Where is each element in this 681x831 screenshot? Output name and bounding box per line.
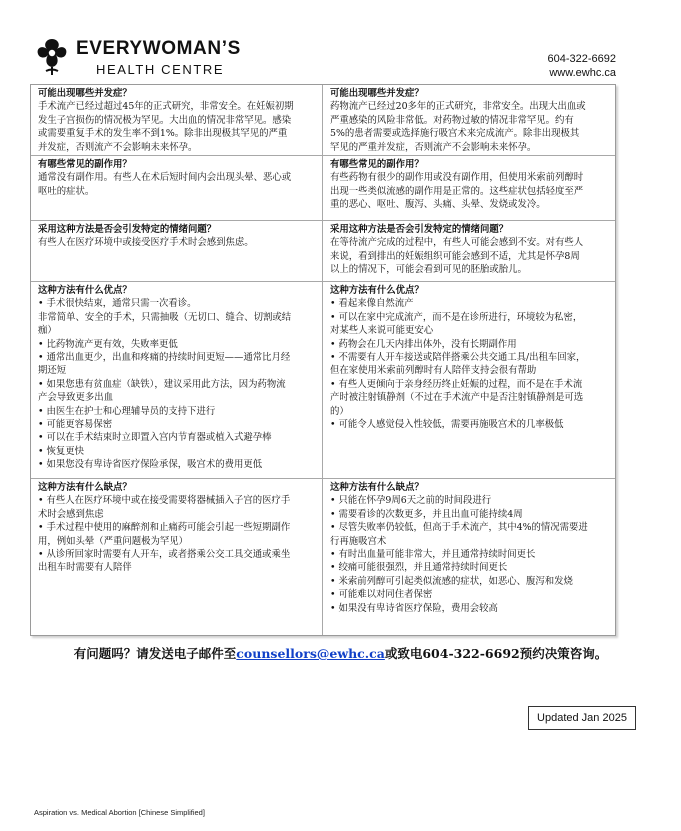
cell-title: 有哪些常见的副作用？ xyxy=(330,159,424,170)
cell-body xyxy=(38,494,317,574)
cell-title: 这种方法有什么优点？ xyxy=(330,285,424,296)
aspiration-disadvantages-cell xyxy=(31,479,323,635)
text-line: 在等待流产完成的过程中，有些人可能会感到不安。对有些人 xyxy=(330,237,584,249)
text-line: 重的恶心、呕吐、腹泻、头痛、头晕、发烧或发冷。 xyxy=(330,199,546,211)
text-line: 产会导致更多出血 xyxy=(38,392,114,404)
text-line: • 看起来像自然流产 xyxy=(330,298,414,310)
cell-title: 这种方法有什么优点？ xyxy=(38,285,132,296)
cell-title: 这种方法有什么缺点？ xyxy=(330,482,424,493)
cell-body xyxy=(330,236,610,276)
text-line: 严重感染的风险非常低。对药物过敏的情况非常罕见。约有 xyxy=(330,114,574,126)
text-line: 药物流产已经过20多年的正式研究，非常安全。出现大出血或 xyxy=(330,101,586,113)
ewhc-flower-logo-icon xyxy=(34,36,70,76)
text-line: 出现一些类似流感的副作用是正常的。这些症状包括轻度至严 xyxy=(330,185,584,197)
cell-body xyxy=(330,494,610,615)
medical-side-effects-cell xyxy=(323,156,615,221)
text-line: • 可能更容易保密 xyxy=(38,419,113,431)
medical-complications-cell xyxy=(323,85,615,156)
text-line: 行再施吸宫术 xyxy=(330,535,387,547)
text-line: • 从诊所回家时需要有人开车，或者搭乘公交工具交通或乘坐 xyxy=(38,549,291,561)
email-link[interactable]: counsellors@ewhc.ca xyxy=(236,646,385,661)
text-line: 期还短 xyxy=(38,365,67,377)
contact-text-before: 有问题吗？请发送电子邮件至 xyxy=(73,646,237,661)
text-line: 非常简单、安全的手术，只需抽吸（无切口、缝合、切割或结 xyxy=(38,311,292,323)
cell-body xyxy=(330,297,610,431)
text-line: • 有时出血量可能非常大，并且通常持续时间更长 xyxy=(330,549,536,561)
aspiration-complications-cell xyxy=(31,85,323,156)
text-line: • 药物会在几天内排出体外，没有长期副作用 xyxy=(330,338,517,350)
contact-line xyxy=(0,644,681,662)
text-line: 痂） xyxy=(38,325,57,337)
cell-body xyxy=(38,100,317,154)
medical-advantages-cell xyxy=(323,282,615,479)
text-line: • 如果没有卑诗省医疗保险，费用会较高 xyxy=(330,602,498,614)
cell-title: 可能出现哪些并发症？ xyxy=(330,88,424,99)
text-line: 用，例如头晕（严重问题极为罕见） xyxy=(38,535,189,547)
updated-date-box: Updated Jan 2025 xyxy=(528,706,636,730)
aspiration-side-effects-cell xyxy=(31,156,323,221)
text-line: 来说，看到排出的妊娠组织可能会感到不适，尤其是怀孕8周 xyxy=(330,250,580,262)
header-website[interactable]: www.ewhc.ca xyxy=(549,67,616,79)
text-line: 的） xyxy=(330,405,349,417)
cell-body xyxy=(330,100,610,154)
text-line: • 只能在怀孕9周6天之前的时间段进行 xyxy=(330,495,492,507)
text-line: 有些人在医疗环境中或接受医疗手术时会感到焦虑。 xyxy=(38,237,254,249)
text-line: 并发症，否则流产不会影响未来怀孕。 xyxy=(38,141,198,153)
medical-disadvantages-cell xyxy=(323,479,615,635)
text-line: • 有些人更倾向于亲身经历终止妊娠的过程，而不是在手术流 xyxy=(330,378,583,390)
cell-title: 有哪些常见的副作用？ xyxy=(38,159,132,170)
text-line: • 需要看诊的次数更多，并且出血可能持续4周 xyxy=(330,508,523,520)
text-line: • 通常出血更少，出血和疼痛的持续时间更短——通常比月经 xyxy=(38,352,291,364)
aspiration-advantages-cell xyxy=(31,282,323,479)
aspiration-emotional-cell xyxy=(31,221,323,282)
brand-name: EVERYWOMAN’S xyxy=(76,38,241,59)
text-line: • 手术过程中使用的麻醉剂和止痛药可能会引起一些短期副作 xyxy=(38,522,291,534)
text-line: • 比药物流产更有效，失败率更低 xyxy=(38,338,178,350)
text-line: 发生子宫损伤的情况极为罕见。大出血的情况非常罕见。感染 xyxy=(38,114,292,126)
text-line: 但在家使用米索前列醇时有人陪伴支持会很有帮助 xyxy=(330,365,537,377)
cell-title: 采用这种方法是否会引发特定的情绪问题？ xyxy=(38,224,217,235)
text-line: 或需要重复手术的发生率不到1%。除非出现极其罕见的严重 xyxy=(38,128,288,140)
cell-title: 采用这种方法是否会引发特定的情绪问题？ xyxy=(330,224,509,235)
text-line: 以上的情况下，可能会看到可见的胚胎或胎儿。 xyxy=(330,264,527,276)
cell-title: 这种方法有什么缺点？ xyxy=(38,482,132,493)
text-line: • 由医生在护士和心理辅导员的支持下进行 xyxy=(38,405,216,417)
text-line: 有些药物有很少的副作用或没有副作用，但使用米索前列醇时 xyxy=(330,172,584,184)
text-line: • 有些人在医疗环境中或在接受需要将器械插入子宫的医疗手 xyxy=(38,495,291,507)
text-line: • 可以在手术结束时立即置入宫内节育器或植入式避孕棒 xyxy=(38,432,272,444)
text-line: 对某些人来说可能更安心 xyxy=(330,325,434,337)
cell-body xyxy=(38,297,317,471)
text-line: 出租车时需要有人陪伴 xyxy=(38,562,132,574)
text-line: • 手术很快结束，通常只需一次看诊。 xyxy=(38,298,197,310)
text-line: • 可能难以对同住者保密 xyxy=(330,589,433,601)
text-line: 术时会感到焦虑 xyxy=(38,508,104,520)
cell-body xyxy=(38,236,317,249)
text-line: • 可能令人感觉侵入性较低，需要再施吸宫术的几率极低 xyxy=(330,419,564,431)
header-phone: 604-322-6692 xyxy=(547,53,616,65)
text-line: 产时被注射镇静剂（不过在手术流产中是否注射镇静剂是可选 xyxy=(330,392,584,404)
text-line: 罕见的严重并发症，否则流产不会影响未来怀孕。 xyxy=(330,141,537,153)
text-line: • 如果您患有贫血症（缺铁），建议采用此方法，因为药物流 xyxy=(38,378,286,390)
text-line: • 可以在家中完成流产，而不是在诊所进行，环境较为私密， xyxy=(330,311,583,323)
text-line: • 如果您没有卑诗省医疗保险承保，吸宫术的费用更低 xyxy=(38,459,263,471)
text-line: 呕吐的症状。 xyxy=(38,185,95,197)
text-line: 5%的患者需要或选择施行吸宫术来完成流产。除非出现极其 xyxy=(330,128,580,140)
text-line: 手术流产已经过超过45年的正式研究，非常安全。在妊娠初期 xyxy=(38,101,294,113)
text-line: • 不需要有人开车接送或陪伴搭乘公共交通工具/出租车回家， xyxy=(330,352,586,364)
brand-subtitle: HEALTH CENTRE xyxy=(96,62,225,77)
medical-emotional-cell xyxy=(323,221,615,282)
text-line: • 恢复更快 xyxy=(38,445,85,457)
page-header xyxy=(0,0,681,84)
contact-text-after: 或致电604-322-6692预约决策咨询。 xyxy=(384,646,608,661)
document-footnote: Aspiration vs. Medical Abortion [Chinese Simplified] xyxy=(34,808,205,817)
cell-title: 可能出现哪些并发症？ xyxy=(38,88,132,99)
text-line: 通常没有副作用。有些人在术后短时间内会出现头晕、恶心或 xyxy=(38,172,292,184)
text-line: • 尽管失败率仍较低，但高于手术流产，其中4%的情况需要进 xyxy=(330,522,588,534)
comparison-table xyxy=(30,84,616,636)
cell-body xyxy=(330,171,610,211)
cell-body xyxy=(38,171,317,198)
text-line: • 绞痛可能很强烈，并且通常持续时间更长 xyxy=(330,562,508,574)
text-line: • 米索前列醇可引起类似流感的症状，如恶心、腹泻和发烧 xyxy=(330,575,573,587)
